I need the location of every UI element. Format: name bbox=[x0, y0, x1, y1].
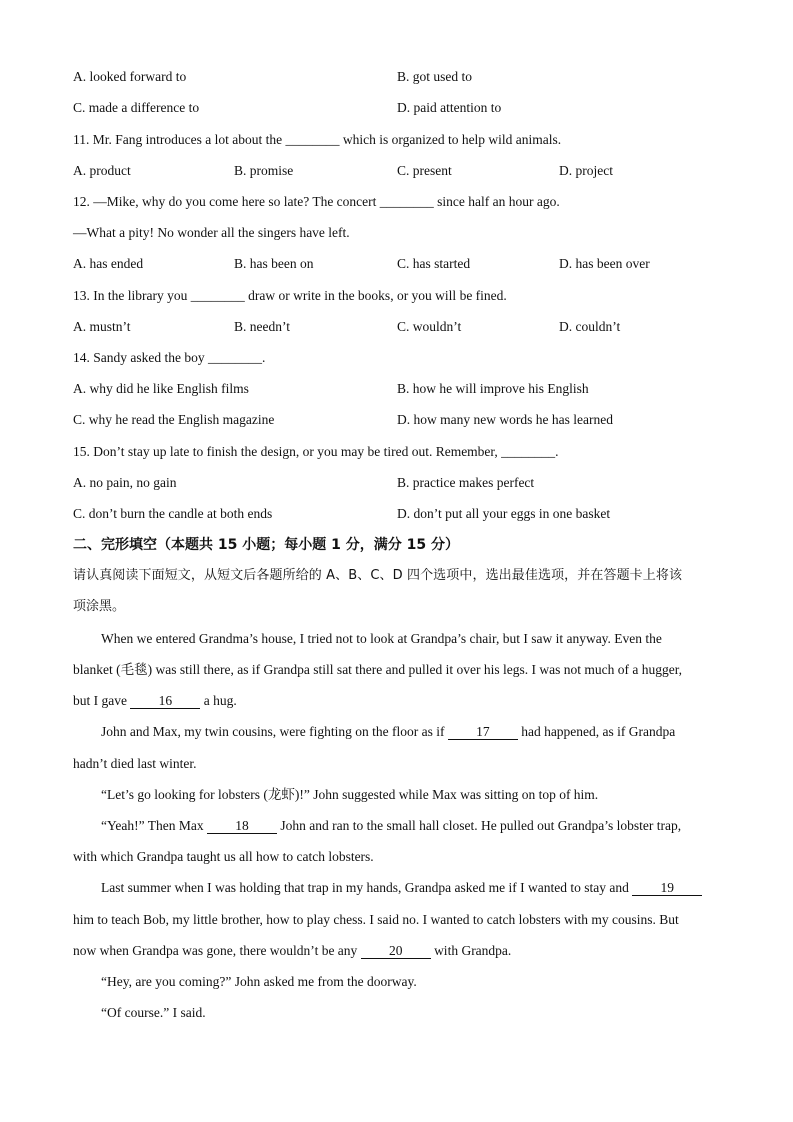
passage-p4-line1 bbox=[101, 817, 681, 835]
q12-option-c[interactable]: C. has started bbox=[397, 256, 471, 271]
q14-stem: 14. Sandy asked the boy ________. bbox=[73, 350, 266, 365]
q10-option-c[interactable]: C. made a difference to bbox=[73, 100, 200, 115]
q14-option-a[interactable]: A. why did he like English films bbox=[73, 381, 249, 396]
blank-17[interactable]: 17 bbox=[448, 724, 518, 740]
passage-p4-line2: with which Grandpa taught us all how to catch lobsters. bbox=[73, 849, 374, 864]
passage-p3: “Let’s go looking for lobsters (龙虾)!” John suggested while Max was sitting on top of him. bbox=[101, 787, 599, 802]
passage-p1-line3 bbox=[73, 692, 237, 710]
q10-option-a[interactable]: A. looked forward to bbox=[73, 69, 187, 84]
blank-16[interactable]: 16 bbox=[130, 693, 200, 709]
q15-option-b[interactable]: B. practice makes perfect bbox=[397, 475, 535, 490]
q14-option-d[interactable]: D. how many new words he has learned bbox=[397, 412, 613, 427]
q13-option-c[interactable]: C. wouldn’t bbox=[397, 319, 462, 334]
q15-option-a[interactable]: A. no pain, no gain bbox=[73, 475, 177, 490]
passage-text: John and ran to the small hall closet. He pulled out Grandpa’s lobster trap, bbox=[280, 818, 682, 833]
blank-18[interactable]: 18 bbox=[207, 818, 277, 834]
passage-p2-line2: hadn’t died last winter. bbox=[73, 756, 197, 771]
q11-option-d[interactable]: D. project bbox=[559, 163, 613, 178]
passage-text: a hug. bbox=[203, 693, 237, 708]
q12-option-d[interactable]: D. has been over bbox=[559, 256, 650, 271]
q15-option-c[interactable]: C. don’t burn the candle at both ends bbox=[73, 506, 273, 521]
q10-option-b[interactable]: B. got used to bbox=[397, 69, 473, 84]
q12-reply: —What a pity! No wonder all the singers have left. bbox=[73, 225, 350, 240]
passage-p5-line3 bbox=[73, 942, 511, 960]
q15-option-d[interactable]: D. don’t put all your eggs in one basket bbox=[397, 506, 611, 521]
q12-option-a[interactable]: A. has ended bbox=[73, 256, 144, 271]
section-instruction-line1: 请认真阅读下面短文，从短文后各题所给的 A、B、C、D 四个选项中，选出最佳选项，并在答题卡上将该 bbox=[73, 568, 683, 583]
q11-option-b[interactable]: B. promise bbox=[234, 163, 294, 178]
blank-20[interactable]: 20 bbox=[361, 943, 431, 959]
q11-option-a[interactable]: A. product bbox=[73, 163, 131, 178]
q10-option-d[interactable]: D. paid attention to bbox=[397, 100, 502, 115]
q13-option-b[interactable]: B. needn’t bbox=[234, 319, 290, 334]
q11-option-c[interactable]: C. present bbox=[397, 163, 452, 178]
q14-option-b[interactable]: B. how he will improve his English bbox=[397, 381, 589, 396]
passage-text: John and Max, my twin cousins, were fighting on the floor as if bbox=[101, 724, 445, 739]
q13-stem: 13. In the library you ________ draw or write in the books, or you will be fined. bbox=[73, 288, 507, 303]
passage-p1-line1: When we entered Grandma’s house, I tried not to look at Grandpa’s chair, but I saw it anyway. Even the bbox=[101, 631, 662, 646]
q13-option-d[interactable]: D. couldn’t bbox=[559, 319, 621, 334]
passage-text: had happened, as if Grandpa bbox=[521, 724, 676, 739]
section-heading: 二、完形填空（本题共 15 小题；每小题 1 分，满分 15 分） bbox=[73, 537, 459, 553]
q12-option-b[interactable]: B. has been on bbox=[234, 256, 314, 271]
q14-option-c[interactable]: C. why he read the English magazine bbox=[73, 412, 275, 427]
passage-text: Last summer when I was holding that trap in my hands, Grandpa asked me if I wanted to stay and bbox=[101, 880, 629, 895]
passage-p7: “Of course.” I said. bbox=[101, 1005, 206, 1020]
passage-p2-line1 bbox=[101, 723, 675, 741]
section-instruction-line2: 项涂黑。 bbox=[73, 599, 126, 614]
passage-p1-line2: blanket (毛毯) was still there, as if Grandpa still sat there and pulled it over his legs. I was not much of a hugger, bbox=[73, 662, 683, 677]
passage-p6: “Hey, are you coming?” John asked me from the doorway. bbox=[101, 974, 417, 989]
passage-text: “Yeah!” Then Max bbox=[101, 818, 204, 833]
passage-text: now when Grandpa was gone, there wouldn’t be any bbox=[73, 943, 358, 958]
passage-p5-line1 bbox=[101, 879, 702, 897]
passage-text: but I gave bbox=[73, 693, 127, 708]
blank-19[interactable]: 19 bbox=[632, 880, 702, 896]
passage-text: with Grandpa. bbox=[434, 943, 512, 958]
q11-stem: 11. Mr. Fang introduces a lot about the ________ which is organized to help wild animals. bbox=[73, 132, 562, 147]
q12-stem: 12. —Mike, why do you come here so late? The concert ________ since half an hour ago. bbox=[73, 194, 560, 209]
q13-option-a[interactable]: A. mustn’t bbox=[73, 319, 131, 334]
q15-stem: 15. Don’t stay up late to finish the design, or you may be tired out. Remember, ________. bbox=[73, 444, 559, 459]
passage-p5-line2: him to teach Bob, my little brother, how to play chess. I said no. I wanted to catch lobsters with my cousins. But bbox=[73, 912, 679, 927]
